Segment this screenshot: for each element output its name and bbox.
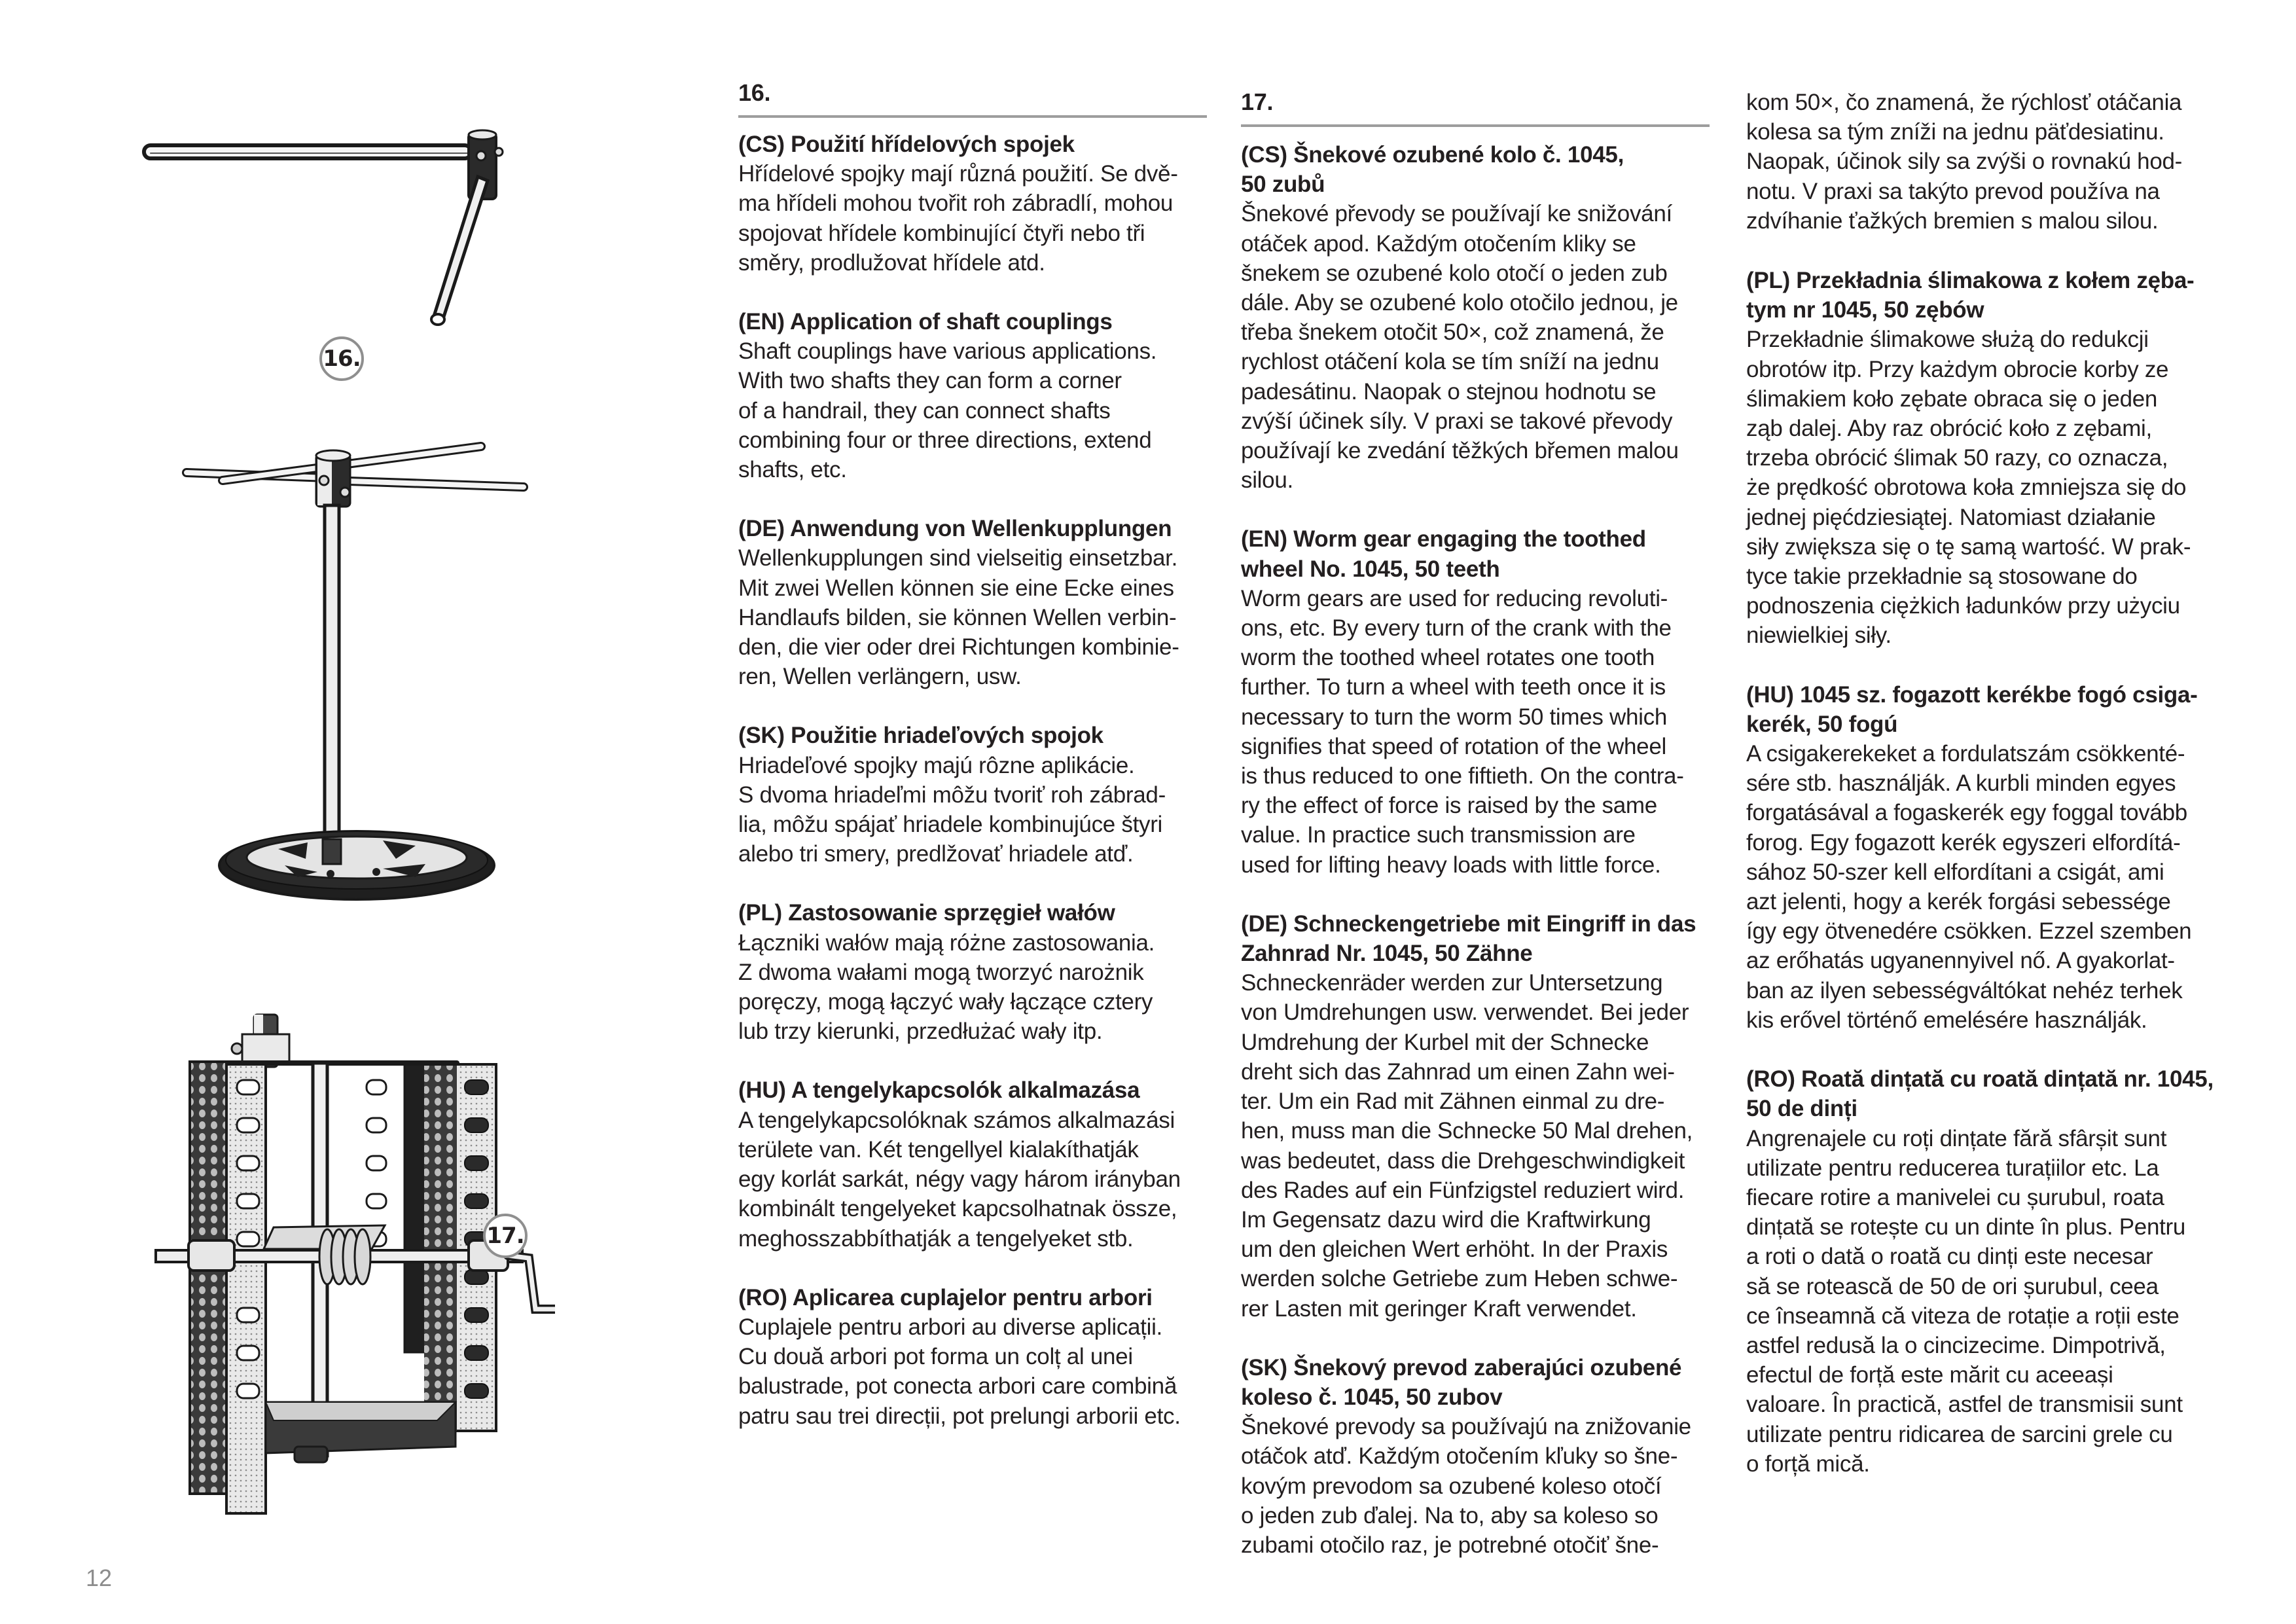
section-16-pl (738, 898, 1207, 1046)
figure-17-label: 17. (483, 1214, 528, 1258)
section-17-pl-body: Przekładnie ślimakowe służą do redukcji obrotów itp. Przy każdym obrocie korby ze ślimakiem koło zębate obraca się o jeden ząb dalej. Aby raz obrócić koło z zębami, trzeba obrócić ślimak 50 razy, co oznacza, że prędkość obrotowa koła zmniejsza się do jednej pięćdziesiątej. Natomiast działanie siły zwiększa się o tę samą wartość. W prak- tyce takie przekładnie są stosowane do podnoszenia ciężkich ładunków przy użyciu niewielkiej siły. (1746, 327, 2191, 649)
section-16-ro-title: (RO) Aplicarea cuplajelor pentru arbori (738, 1284, 1153, 1310)
section-17-hu-title: (HU) 1045 sz. fogazott kerékbe fogó csiga- kerék, 50 fogú (1746, 681, 2198, 737)
section-16-cs-title: (CS) Použití hřídelových spojek (738, 132, 1075, 157)
section-16-hu-title: (HU) A tengelykapcsolók alkalmazása (738, 1077, 1140, 1104)
section-16-cs (738, 130, 1207, 278)
section-17-divider (1241, 124, 1710, 127)
figure-16-four-way-stand (167, 440, 547, 924)
page-number: 12 (86, 1564, 113, 1591)
section-16-ro (738, 1283, 1207, 1431)
section-17-number: 17. (1241, 88, 1274, 115)
section-16-divider (738, 115, 1207, 118)
section-17-continued-column (1746, 88, 2231, 1508)
section-17-ro (1746, 1064, 2231, 1479)
section-16-ro-body: Cuplajele pentru arbori au diverse aplicații. Cu două arbori pot forma un colț al unei balustrade, pot conecta arbori care combină patru sau trei direcții, pot prelungi arborii etc. (738, 1314, 1181, 1429)
section-16-sk (738, 721, 1207, 869)
section-17-de (1241, 909, 1710, 1324)
section-16-de (738, 514, 1207, 691)
section-17-en-title: (EN) Worm gear engaging the toothed wheel No. 1045, 50 teeth (1241, 526, 1646, 582)
section-16-hu (738, 1075, 1207, 1253)
section-16-de-title: (DE) Anwendung von Wellenkupplungen (738, 516, 1172, 542)
section-17-pl (1746, 266, 2231, 651)
section-17-de-title: (DE) Schneckengetriebe mit Eingriff in das Zahnrad Nr. 1045, 50 Zähne (1241, 911, 1696, 967)
shaft-coupling-four-way-stand-illustration-icon (167, 440, 547, 924)
section-17-cs (1241, 140, 1710, 495)
section-17-sk-continued (1746, 88, 2231, 236)
section-17-sk-title: (SK) Šnekový prevod zaberajúci ozubené koleso č. 1045, 50 zubov (1241, 1354, 1682, 1410)
section-17-pl-title: (PL) Przekładnia ślimakowa z kołem zęba- tym nr 1045, 50 zębów (1746, 268, 2195, 323)
section-16-en-body: Shaft couplings have various applications. With two shafts they can form a corner of a handrail, they can connect shafts combining four or three directions, extend shafts, etc. (738, 338, 1157, 483)
section-17-sk-body-continued: kom 50×, čo znamená, že rýchlosť otáčania kolesa sa tým zníži na jednu päťdesiatinu. Naopak, účinok sily sa zvýši o rovnakú hod- notu. V praxi sa takýto prevod používa na zdvíhanie ťažkých bremien s malou silou. (1746, 90, 2183, 234)
section-16-sk-body: Hriadeľové spojky majú rôzne aplikácie. S dvoma hriadeľmi môžu tvoriť roh zábrad- lia, môžu spájať hriadele kombinujúce štyri alebo tri smery, predlžovať hriadele atď. (738, 752, 1166, 867)
section-16-en-title: (EN) Application of shaft couplings (738, 309, 1113, 335)
section-16-pl-body: Łączniki wałów mają różne zastosowania. Z dwoma wałami mogą tworzyć narożnik poręczy, mogą łączyć wały łączące cztery lub trzy kierunki, przedłużać wały itp. (738, 929, 1155, 1045)
figure-17-worm-gear-assembly (149, 1001, 555, 1519)
section-16-de-body: Wellenkupplungen sind vielseitig einsetzbar. Mit zwei Wellen können sie eine Ecke eines Handlaufs bilden, sie können Wellen verbin- den, die vier oder drei Richtungen kombinie- ren, Wellen verlängern, usw. (738, 545, 1179, 690)
worm-gear-frame-crank-illustration-icon (149, 1001, 555, 1519)
section-16-pl-title: (PL) Zastosowanie sprzęgieł wałów (738, 900, 1115, 926)
section-17-sk (1241, 1353, 1710, 1560)
section-16-column (738, 77, 1207, 1460)
section-16-hu-body: A tengelykapcsolóknak számos alkalmazási területe van. Két tengellyel kialakíthatják egy korlát sarkát, négy vagy három irányban kombinált tengelyeket kapcsolhatnak össze, meghosszabbíthatják a tengelyeket stb. (738, 1107, 1181, 1252)
section-17-de-body: Schneckenräder werden zur Untersetzung von Umdrehungen usw. verwendet. Bei jeder Umdrehung der Kurbel mit der Schnecke dreht sich das Zahnrad um einen Zahn wei- ter. Um ein Rad mit Zähnen einmal zu dre- hen, muss man die Schnecke 50 Mal drehen, was bedeutet, dass die Drehgeschwindigkeit des Rades auf ein Fünfzigstel reduziert wird. Im Gegensatz dazu wird die Kraftwirkung um den gleichen Wert erhöht. In der Praxis werden solche Getriebe zum Heben schwe- rer Lasten mit geringer Kraft verwendet. (1241, 970, 1693, 1322)
section-17-hu-body: A csigakerekeket a fordulatszám csökkenté- sére stb. használják. A kurbli minden egyes forgatásával a fogaskerék egy foggal tovább forog. Egy fogazott kerék egyszeri elfordítá- sához 50-szer kell elfordítani a csigát, ami azt jelenti, hogy a kerék forgási sebessége így egy ötvenedére csökken. Ezzel szemben az erőhatás ugyanennyivel nő. A gyakorlat- ban az ilyen sebességváltókat nehéz terhek kis erővel történő emelésére használják. (1746, 741, 2192, 1033)
section-16-number: 16. (738, 79, 771, 106)
section-17-hu (1746, 680, 2231, 1035)
section-17-cs-body: Šnekové převody se používají ke snižování otáček apod. Každým otočením kliky se šnekem se ozubené kolo otočí o jeden zub dále. Aby se ozubené kolo otočilo jednou, je třeba šnekem otočit 50×, což znamená, že rychlost otáčení kola se tím sníží na jednu padesátinu. Naopak o stejnou hodnotu se zvýší účinek síly. V praxi se takové převody používají ke zvedání těžkých břemen malou silou. (1241, 201, 1679, 494)
section-17-column (1241, 86, 1710, 1589)
section-17-ro-body: Angrenajele cu roți dințate fără sfârșit sunt utilizate pentru reducerea turațiilor etc. La fiecare rotire a manivelei cu șurubul, roata dințată se rotește cu un dinte în plus. Pentru a roti o dată o roată cu dinți este necesar să se rotească de 50 de ori șurubul, ceea ce înseamnă că viteza de rotație a roții este astfel redusă la o cincizecime. Dimpotrivă, efectul de forță este mărit cu aceeași valoare. În practică, astfel de transmisii sunt utilizate pentru ridicarea de sarcini grele cu o forță mică. (1746, 1125, 2186, 1477)
section-17-en (1241, 524, 1710, 879)
section-17-en-body: Worm gears are used for reducing revoluti- ons, etc. By every turn of the crank with the worm the toothed wheel rotates one tooth further. To turn a wheel with teeth once it is necessary to turn the worm 50 times which signifies that speed of rotation of the wheel is thus reduced to one fiftieth. On the contra- ry the effect of force is raised by the same value. In practice such transmission are used for lifting heavy loads with little force. (1241, 585, 1684, 878)
section-16-sk-title: (SK) Použitie hriadeľových spojok (738, 723, 1103, 749)
section-17-ro-title: (RO) Roată dințată cu roată dințată nr. 1045, 50 de dinți (1746, 1066, 2214, 1122)
figure-16-label: 16. (319, 336, 364, 381)
section-16-cs-body: Hřídelové spojky mají různá použití. Se dvě- ma hřídeli mohou tvořit roh zábradlí, mohou spojovat hřídele kombinující čtyři nebo tři směry, prodlužovat hřídele atd. (738, 161, 1178, 276)
section-17-sk-body: Šnekové prevody sa používajú na znižovanie otáčok atď. Každým otočením kľuky so šne- kovým prevodom sa ozubené koleso otočí o jeden zub ďalej. Na to, aby sa koleso so zubami otočilo raz, je potrebné otočiť šne- (1241, 1414, 1691, 1558)
shaft-coupling-corner-illustration-icon (137, 124, 530, 340)
section-17-cs-title: (CS) Šnekové ozubené kolo č. 1045, 50 zubů (1241, 142, 1624, 198)
figure-16-shaft-coupling-corner (137, 124, 530, 340)
section-16-en (738, 307, 1207, 484)
